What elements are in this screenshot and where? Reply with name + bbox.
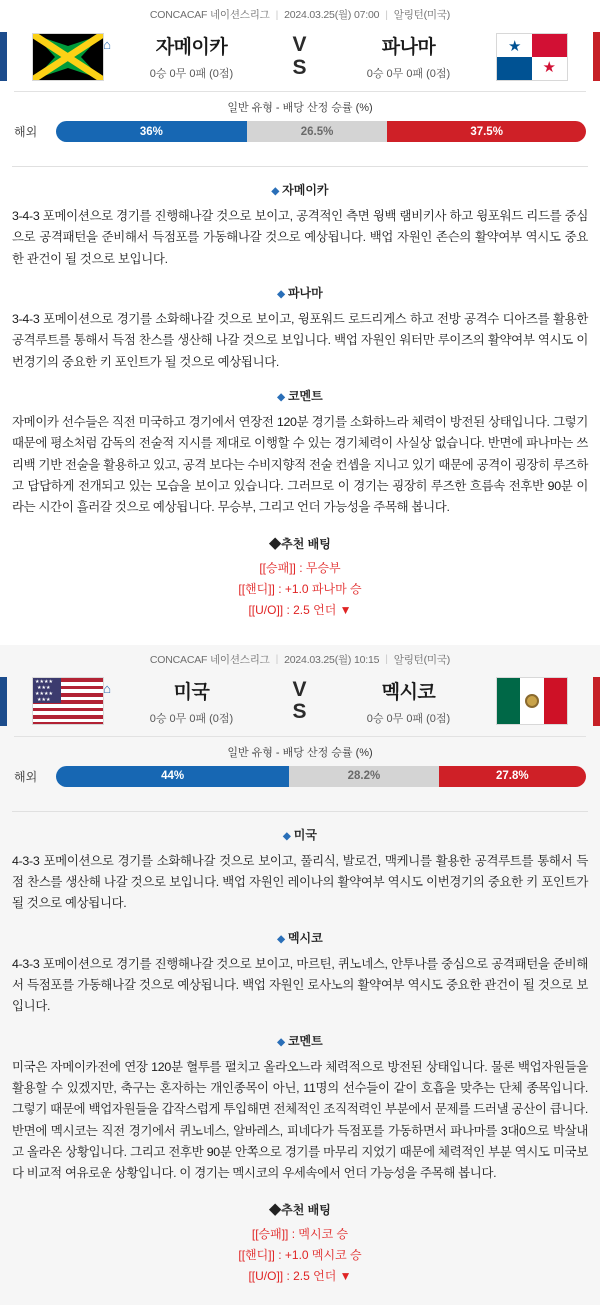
odds-home-segment: 36% xyxy=(56,121,247,142)
home-team-name: 자메이카 xyxy=(155,37,228,58)
diamond-icon: ◆ xyxy=(271,186,280,197)
away-analysis-text: 3-4-3 포메이션으로 경기를 소화해나갈 것으로 보이고, 윙포워드 로드리게스 하고 전방 공격수 디아즈를 활용한 공격루트를 통해서 득점 찬스를 생산해 나갈 것으로 보입니다. 백업 자원인 워터만 루이즈의 활약여부 역시도 이번경기의 중요한 키 포인트가 될 것으로 예상됩니다. xyxy=(12,311,588,369)
odds-home-segment: 44% xyxy=(56,766,289,787)
odds-source-label: 해외 xyxy=(14,125,38,139)
home-stadium-icon: ⌂ xyxy=(103,681,111,697)
section-title-away-analysis: ◆ 멕시코 xyxy=(277,930,323,945)
bet-recommendation-title: ◆추천 배팅 xyxy=(269,536,331,551)
diamond-icon: ◆ xyxy=(277,391,285,403)
away-team-record: 0승 0무 0패 (0점) xyxy=(366,712,451,725)
home-team-record: 0승 0무 0패 (0점) xyxy=(149,68,234,80)
match-meta-2 xyxy=(0,645,600,673)
home-team-name: 미국 xyxy=(173,681,210,703)
bet-line-result: [[승패]] : 무승부 xyxy=(259,560,341,575)
meta-separator: | xyxy=(275,653,279,666)
odds-away-segment: 27.8% xyxy=(439,766,586,787)
bet-line-handicap: [[핸디]] : +1.0 멕시코 승 xyxy=(238,1247,362,1262)
odds-title-2: 일반 유형 - 배당 산정 승률 (%) xyxy=(14,736,586,766)
away-analysis-text: 4-3-3 포메이션으로 경기를 진행해나갈 것으로 보이고, 마르틴, 퀴노네스, 안투나를 중심으로 공격패턴을 준비해서 득점포를 가동해나갈 것으로 예상됩니다. 백업 자원인 로사노의 활약여부 역시도 중요한 관건이 될 것으로 보입니다. xyxy=(12,956,588,1014)
team-names-row xyxy=(123,677,477,726)
away-team-cell xyxy=(340,677,477,726)
away-flag-block xyxy=(477,677,587,726)
section-title-comment: ◆ 코멘트 xyxy=(277,1033,323,1048)
bet-recommendation-title: ◆추천 배팅 xyxy=(269,1202,331,1217)
diamond-icon: ◆ xyxy=(277,1036,285,1048)
section-divider xyxy=(12,811,588,812)
odds-source-label: 해외 xyxy=(14,769,38,784)
panama-blue-star: ★ xyxy=(508,37,522,55)
odds-bar xyxy=(56,766,586,787)
panama-red-star: ★ xyxy=(542,58,556,76)
diamond-icon: ◆ xyxy=(277,288,285,300)
home-team-record: 0승 0무 0패 (0점) xyxy=(149,712,234,725)
away-flag-block xyxy=(477,32,587,81)
mexico-emblem xyxy=(525,694,539,708)
odds-draw-segment: 28.2% xyxy=(289,766,438,787)
panama-flag xyxy=(496,33,568,81)
match-teams-row-2 xyxy=(0,673,600,736)
diamond-icon: ◆ xyxy=(269,536,282,551)
home-team-cell xyxy=(123,677,260,726)
home-team-cell xyxy=(123,32,260,81)
section-title-home-analysis: ◆ 자메이카 xyxy=(271,183,329,197)
bet-line-result: [[승패]] : 멕시코 승 xyxy=(251,1226,349,1241)
odds-away-segment: 37.5% xyxy=(387,121,586,142)
comment-text: 미국은 자메이카전에 연장 120분 혈투를 펼치고 올라오느라 체력적으로 방전된 상태입니다. 물론 백업자원들을 활용할 수 있겠지만, 축구는 혼자하는 개인종목이 아닌, 11명의 선수들이 같이 호흡을 맞추는 단체 종목입니다. 그렇기 때문에 백업자원들을 갑작스럽게 투입해면 전체적인 조직적력인 부분에서 문제를 드러낼 공산이 큽니다. 반면에 멕시코는 직전 경기에서 퀴노네스, 알바레스, 피네다가 득점포를 가동하면서 파나마를 3대0으로 박살내고 올라온 상황입니다. 그리고 전후반 90분 안쪽으로 경기를 마무리 지었기 때문에 체력적인 부분 역시도 미국보다 비교적 여유로운 상황입니다. 이 경기는 멕시코의 우세속에서 언더 가능성을 주목해 봅니다. xyxy=(12,1059,588,1181)
match-card-2 xyxy=(0,645,600,1305)
away-team-cell xyxy=(340,32,477,81)
match-datetime: 2024.03.25(월) 07:00 xyxy=(284,9,380,21)
odds-draw-segment: 26.5% xyxy=(247,121,387,142)
comment-text: 자메이카 선수들은 직전 미국하고 경기에서 연장전 120분 경기를 소화하느라 체력이 방전된 상태입니다. 그렇기 때문에 평소처럼 감독의 전술적 지시를 제대로 이행할 수 있는 경기체력이 사실상 없습니다. 반면에 파나마는 쓰리백 기반 전술을 활용하고 있고, 공격 보다는 수비지향적 전술 컨셉을 지니고 있기 때문에 공격이 굉장히 루즈하고 답답하게 전개되고 있는 모습을 보이고 있습니다. 그러므로 이 경기는 굉장히 루즈한 흐름속 전후반 90분 이라는 시간이 흘러갈 것으로 예상됩니다. 무승부, 그리고 언더 가능성을 주목해 봅니다. xyxy=(12,414,588,515)
home-flag-block xyxy=(13,677,123,726)
league-name: CONCACAF 네이션스리그 xyxy=(149,9,270,21)
jamaica-flag xyxy=(32,33,104,81)
home-accent-bar xyxy=(0,677,7,726)
home-accent-bar xyxy=(0,32,7,81)
section-title-away-analysis: ◆ 파나마 xyxy=(277,285,323,300)
match-datetime: 2024.03.25(월) 10:15 xyxy=(284,653,380,666)
meta-separator: | xyxy=(385,653,388,666)
away-team-record: 0승 0무 0패 (0점) xyxy=(366,68,451,80)
home-flag-block xyxy=(13,32,123,81)
versus-label: V S xyxy=(292,33,308,79)
match-card-1 xyxy=(0,0,600,639)
bet-line-handicap: [[핸디]] : +1.0 파나마 승 xyxy=(238,581,362,596)
meta-separator: | xyxy=(385,8,388,21)
diamond-icon: ◆ xyxy=(283,830,291,842)
diamond-icon: ◆ xyxy=(277,933,285,945)
bet-line-underover: [[U/O]] : 2.5 언더 ▼ xyxy=(248,1268,352,1283)
home-analysis-text: 4-3-3 포메이션으로 경기를 소화해나갈 것으로 보이고, 풀리식, 발로건, 맥케니를 활용한 공격루트를 통해서 득점 찬스를 생산해 나갈 것으로 보입니다. 백업 자원인 레이나의 활약여부 역시도 이번경기의 중요한 키 포인트가 될 것으로 예상됩니다. xyxy=(12,853,588,911)
match-venue: 알링턴(미국) xyxy=(393,653,451,666)
away-team-name: 멕시코 xyxy=(381,681,436,703)
league-name: CONCACAF 네이션스리그 xyxy=(149,653,270,666)
meta-separator: | xyxy=(275,8,279,21)
odds-bar xyxy=(56,121,586,142)
odds-row-2 xyxy=(0,766,600,797)
section-divider xyxy=(12,166,588,167)
away-team-name: 파나마 xyxy=(381,37,436,58)
bet-line-underover: [[U/O]] : 2.5 언더 ▼ xyxy=(248,602,352,617)
home-stadium-icon: ⌂ xyxy=(103,36,111,52)
odds-title-1: 일반 유형 - 배당 산정 승률 (%) xyxy=(14,91,586,121)
match-meta-1 xyxy=(0,0,600,28)
odds-row-1 xyxy=(0,121,600,152)
versus-label: V S xyxy=(292,678,308,724)
diamond-icon: ◆ xyxy=(269,1202,282,1217)
usa-flag xyxy=(32,677,104,725)
mexico-flag xyxy=(496,677,568,725)
match-venue: 알링턴(미국) xyxy=(393,9,451,21)
match-teams-row-1 xyxy=(0,28,600,91)
section-title-comment: ◆ 코멘트 xyxy=(277,388,323,403)
away-accent-bar xyxy=(593,32,600,81)
away-accent-bar xyxy=(593,677,600,726)
home-analysis-text: 3-4-3 포메이션으로 경기를 진행해나갈 것으로 보이고, 공격적인 측면 윙백 램비키사 하고 윙포워드 리드를 중심으로 공격패턴을 준비해서 득점포를 가동해나갈 것으로 예상됩니다. 백업 자원인 존슨의 활약여부 역시도 중요한 관건이 될 것으로 보입니다. xyxy=(12,209,588,266)
team-names-row xyxy=(123,32,477,81)
usa-canton: ★★★★ ★★★ ★★★★ ★★★ xyxy=(33,678,61,703)
section-title-home-analysis: ◆ 미국 xyxy=(283,827,317,842)
